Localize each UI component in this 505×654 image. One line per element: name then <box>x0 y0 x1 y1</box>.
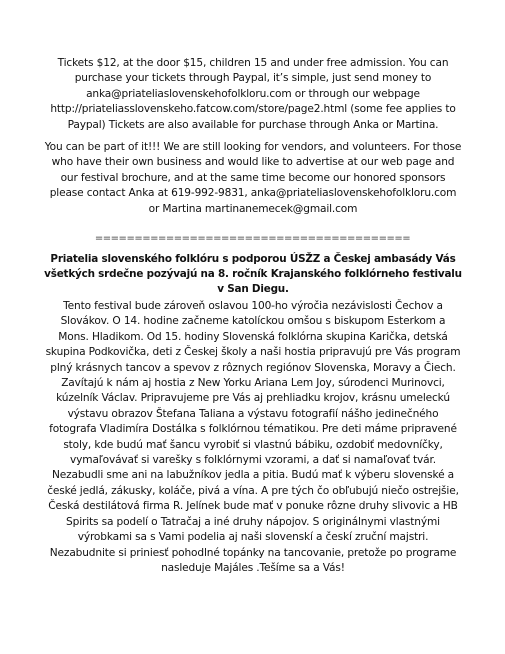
vendors-paragraph: You can be part of it!!! We are still looking for vendors, and volunteers. For those who have their own business and would like to advertise at our web page and our festival brochure, and at the same time become our honored sponsors please contact Anka at 619-992-9831, anka@priateliaslovenskehofolkloru.com or Martina martinanemecek@gmail.com <box>44 141 462 215</box>
festival-description: Tento festival bude zároveň oslavou 100-ho výročia nezávislosti Čechov a Slovákov. O 14. hodine začneme katolíckou omšou s biskupom Esterkom a Mons. Hladikom. Od 15. hodiny Slovenská folklórna skupina Karička, detská skupina Podkovička, deti z Českej školy a naši hostia pripravujú pre Vás program plný krásnych tancov a spevov z rôznych regiónov Slovenska, Moravy a Čiech. Zavítajú k nám aj hostia z New Yorku Ariana Lem Joy, súrodenci Murinovci, kúzelník Václav. Pripravujeme pre Vás aj prehliadku krojov, krásnu umeleckú výstavu obrazov Štefana Taliana a výstavu fotografií nášho jedinečného fotografa Vladimíra Dostálka s folklórnou tématikou. Pre deti máme pripravené stoly, kde budú mať šancu vyrobiť si vlastnú bábiku, ozdobiť medovníčky, vymaľovávať si varešky s folklórnymi vzorami, a dať si namaľovať tvár. Nezabudli sme ani na labužníkov jedla a pitia. Budú mať k výberu slovenské a české jedlá, zákusky, koláče, pivá a vína. A pre tých čo obľubujú niečo ostrejšie, Česká destilátová firma R. Jelínek bude mať v ponuke rôzne druhy slivovic a HB Spirits sa podelí o Tatračaj a iné druhy nápojov. S originálnymi vlastnými výrobkami sa s Vami podelia aj naši slovenskí a českí zruční majstri. Nezabudnite si priniesť pohodlné topánky na tancovanie, pretože po programe nasleduje Majáles .Tešíme sa a Vás! <box>45 300 461 574</box>
tickets-paragraph: Tickets $12, at the door $15, children 15 and under free admission. You can purchase your tickets through Paypal, it’s simple, just send money to anka@priateliaslovenskehofolkloru.com or through our webpage http://priateliasslovenskeho.fatcow.com/store/page2.html (some fee applies to Paypal) Tickets are also available for purchase through Anka or Martina. <box>50 57 456 131</box>
festival-heading: Priatelia slovenského folklóru s podporou ÚSŽZ a Českej ambasády Vás všetkých srdečne pozývajú na 8. ročník Krajanského folklórneho festivalu v San Diegu. <box>44 253 462 296</box>
divider-line: ======================================== <box>94 233 411 244</box>
